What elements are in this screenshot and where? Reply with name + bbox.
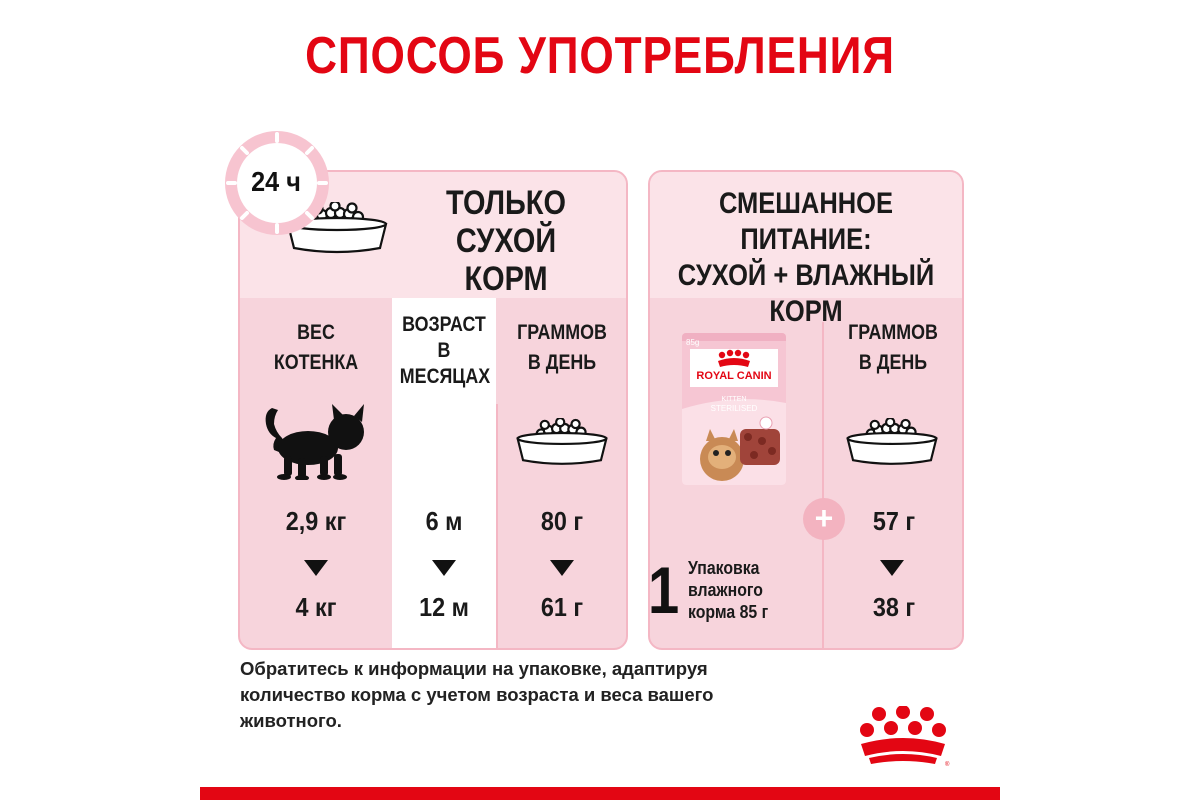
note-line: Обратитесь к информации на упаковке, адаптируя [240,658,708,679]
dry-only-title-line: ТОЛЬКО [446,184,566,222]
mixed-title-line: СМЕШАННОЕ ПИТАНИЕ: [718,187,894,256]
grams-to: 61 г [540,592,584,622]
weight-to: 4 кг [295,592,337,622]
feeding-note [240,656,820,734]
crown-logo-icon [855,706,951,768]
pouch-variant: STERILISED [710,404,758,413]
age-from: 6 м [425,506,463,536]
header-line: В ДЕНЬ [527,351,597,374]
dry-only-panel [238,170,628,650]
down-arrow-icon [432,560,456,576]
mixed-grams-header [834,318,951,378]
pouch-brand: ROYAL CANIN [696,370,772,382]
mixed-title-line: КОРМ [769,295,843,328]
svg-text:®: ® [945,762,950,768]
food-bowl-icon [514,418,610,468]
wet-text-line: корма 85 г [688,602,769,622]
pouch-weight: 85g [686,338,700,347]
grams-column-header [508,318,617,378]
wet-pack-count: 1 [648,553,680,627]
bottom-brand-bar [200,787,1000,800]
down-arrow-icon [550,560,574,576]
clock-label: 24 ч [251,166,301,197]
page-title: СПОСОБ УПОТРЕБЛЕНИЯ [305,27,895,85]
wet-food-pouch-image [682,333,786,485]
header-line: ВОЗРАСТ [402,313,486,336]
mixed-title [673,186,938,330]
header-line: ВЕС [297,321,335,344]
note-line: животного. [240,710,342,731]
mixed-title-line: СУХОЙ + ВЛАЖНЫЙ [677,259,935,292]
column-divider [496,404,498,648]
weight-from: 2,9 кг [285,506,347,536]
header-line: ГРАММОВ [517,321,607,344]
down-arrow-icon [880,560,904,576]
pouch-variant: KITTEN [721,396,747,403]
note-line: количество корма с учетом возраста и веса вашего [240,684,714,705]
header-line: ГРАММОВ [848,321,938,344]
weight-column-header [251,318,380,378]
wet-pack-description [688,557,802,623]
plus-icon: + [803,498,845,540]
header-line: В [437,339,451,362]
wet-text-line: Упаковка [688,558,760,578]
dry-only-title-line: СУХОЙ [455,222,557,260]
wet-text-line: влажного [688,580,763,600]
header-line: КОТЕНКА [273,351,359,374]
down-arrow-icon [304,560,328,576]
dry-only-title-line: КОРМ [464,260,548,298]
mixed-grams-from: 57 г [872,506,916,536]
food-bowl-icon [844,418,940,468]
age-column-header [399,312,491,390]
age-to: 12 м [419,592,469,622]
header-line: В ДЕНЬ [858,351,928,374]
grams-from: 80 г [540,506,584,536]
header-line: МЕСЯЦАХ [399,365,491,388]
mixed-grams-to: 38 г [872,592,916,622]
kitten-silhouette-icon [262,404,374,480]
dry-only-title [421,184,591,298]
column-divider [822,322,824,648]
